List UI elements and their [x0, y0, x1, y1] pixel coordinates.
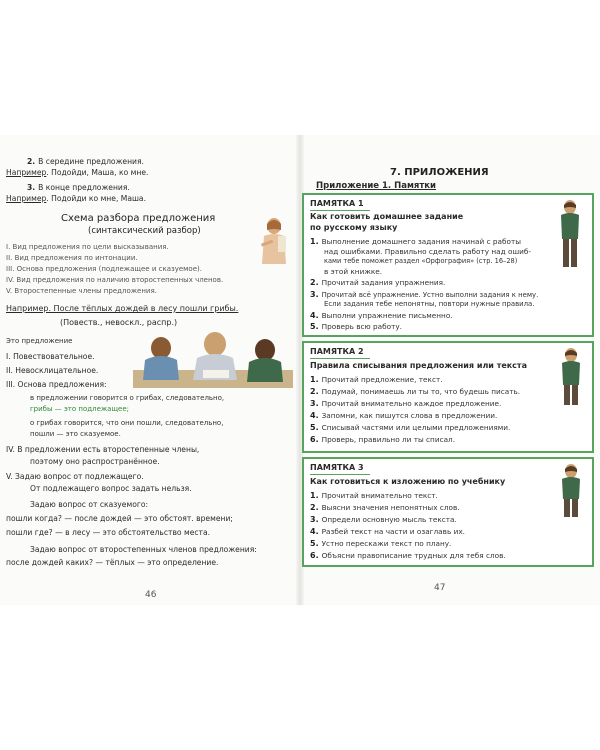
page-number-right: 47: [434, 583, 446, 593]
memo-item: 4. Выполни упражнение письменно.: [310, 311, 453, 320]
memo-item: ками тебе поможет раздел «Орфография» (стр. 16–28): [324, 257, 518, 265]
memo-3: [302, 457, 594, 567]
memo-item: 3. Прочитай внимательно каждое предложение.: [310, 399, 502, 408]
memo-item: 5. Списывай частями или целыми предложениями.: [310, 423, 511, 432]
analysis-line: пошли где? — в лесу — это обстоятельство места.: [6, 528, 211, 537]
analysis-line: III. Основа предложения:: [6, 380, 107, 389]
memo-item: Если задания тебе непонятны, повтори нужные правила.: [324, 300, 535, 308]
analysis-line: II. Невосклицательное.: [6, 366, 99, 375]
section-title: 7. ПРИЛОЖЕНИЯ: [390, 167, 489, 178]
memo-item: 3. Определи основную мысль текста.: [310, 515, 457, 524]
analysis-intro: Это предложение: [6, 337, 73, 345]
analysis-line: после дождей каких? — тёплых — это определение.: [6, 558, 219, 567]
memo-item: 5. Устно перескажи текст по плану.: [310, 539, 452, 548]
memo-1-title: ПАМЯТКА 1: [310, 199, 364, 208]
memo-divider: [310, 210, 370, 211]
analysis-line: V. Задаю вопрос от подлежащего.: [6, 472, 144, 481]
memo-1: [302, 193, 594, 337]
memo-2-title: ПАМЯТКА 2: [310, 347, 364, 356]
scheme-item: V. Второстепенные члены предложения.: [6, 287, 157, 295]
scheme-item: III. Основа предложения (подлежащее и сказуемое).: [6, 265, 202, 273]
analysis-line: грибы — это подлежащее;: [30, 405, 130, 413]
scheme-subtitle: (синтаксический разбор): [88, 226, 201, 236]
analysis-line: Задаю вопрос от сказуемого:: [30, 500, 149, 509]
analysis-line: Задаю вопрос от второстепенных членов предложения:: [30, 545, 257, 554]
memo-item: 1. Выполнение домашнего задания начинай с работы: [310, 237, 521, 246]
memo-item: 4. Запомни, как пишутся слова в предложении.: [310, 411, 498, 420]
memo-2-heading: Правила списывания предложения или текста: [310, 361, 527, 370]
memo-divider: [310, 358, 370, 359]
analysis-line: пошли когда? — после дождей — это обстоят. времени;: [6, 514, 233, 523]
memo-item: над ошибками. Правильно сделать работу над ошиб-: [324, 247, 532, 256]
memo-item: 1. Прочитай внимательно текст.: [310, 491, 438, 500]
memo-item: 6. Объясни правописание трудных для тебя слов.: [310, 551, 506, 560]
memo-item: 3. Прочитай всё упражнение. Устно выполни задания к нему.: [310, 290, 539, 299]
memo-item: в этой книжке.: [324, 267, 383, 276]
analysis-line: IV. В предложении есть второстепенные члены,: [6, 445, 200, 454]
scheme-title: Схема разбора предложения: [61, 213, 216, 224]
analysis-line: пошли — это сказуемое.: [30, 430, 121, 438]
point-2-example: Например. Подойди, Маша, ко мне.: [6, 168, 149, 177]
point-3-example: Например. Подойди ко мне, Маша.: [6, 194, 146, 203]
scheme-item: I. Вид предложения по цели высказывания.: [6, 243, 169, 251]
analysis-line: I. Повествовательное.: [6, 352, 95, 361]
page-number-left: 46: [145, 590, 157, 600]
memo-item: 2. Прочитай задания упражнения.: [310, 278, 446, 287]
example-notes: (Повеств., невоскл., распр.): [60, 318, 178, 327]
memo-3-heading: Как готовиться к изложению по учебнику: [310, 477, 506, 486]
memo-item: 2. Подумай, понимаешь ли ты то, что будешь писать.: [310, 387, 521, 396]
memo-item: 1. Прочитай предложение, текст.: [310, 375, 443, 384]
point-2: 2. В середине предложения.: [27, 157, 144, 166]
scheme-item: IV. Вид предложения по наличию второстепенных членов.: [6, 276, 224, 284]
boy-illustration-icon: [554, 199, 586, 269]
example-sentence: Например. После тёплых дождей в лесу пошли грибы.: [6, 304, 239, 313]
memo-item: 2. Выясни значения непонятных слов.: [310, 503, 460, 512]
memo-item: 5. Проверь всю работу.: [310, 322, 402, 331]
girl-illustration-icon: [256, 216, 292, 266]
children-reading-illustration-icon: [133, 330, 293, 388]
memo-item: 4. Разбей текст на части и озаглавь их.: [310, 527, 465, 536]
memo-3-title: ПАМЯТКА 3: [310, 463, 364, 472]
analysis-line: о грибах говорится, что они пошли, следовательно,: [30, 419, 224, 427]
memo-item: 6. Проверь, правильно ли ты списал.: [310, 435, 456, 444]
scheme-item: II. Вид предложения по интонации.: [6, 254, 138, 262]
memo-2: [302, 341, 594, 453]
analysis-line: поэтому оно распространённое.: [30, 457, 160, 466]
analysis-line: в предложении говорится о грибах, следовательно,: [30, 394, 225, 402]
point-3: 3. В конце предложения.: [27, 183, 130, 192]
boy-illustration-icon: [556, 347, 586, 407]
analysis-line: От подлежащего вопрос задать нельзя.: [30, 484, 192, 493]
memo-divider: [310, 474, 370, 475]
boy-illustration-icon: [556, 463, 586, 519]
appendix-title: Приложение 1. Памятки: [316, 181, 437, 191]
memo-1-heading: Как готовить домашнее задание: [310, 212, 464, 221]
memo-1-heading: по русскому языку: [310, 223, 398, 232]
